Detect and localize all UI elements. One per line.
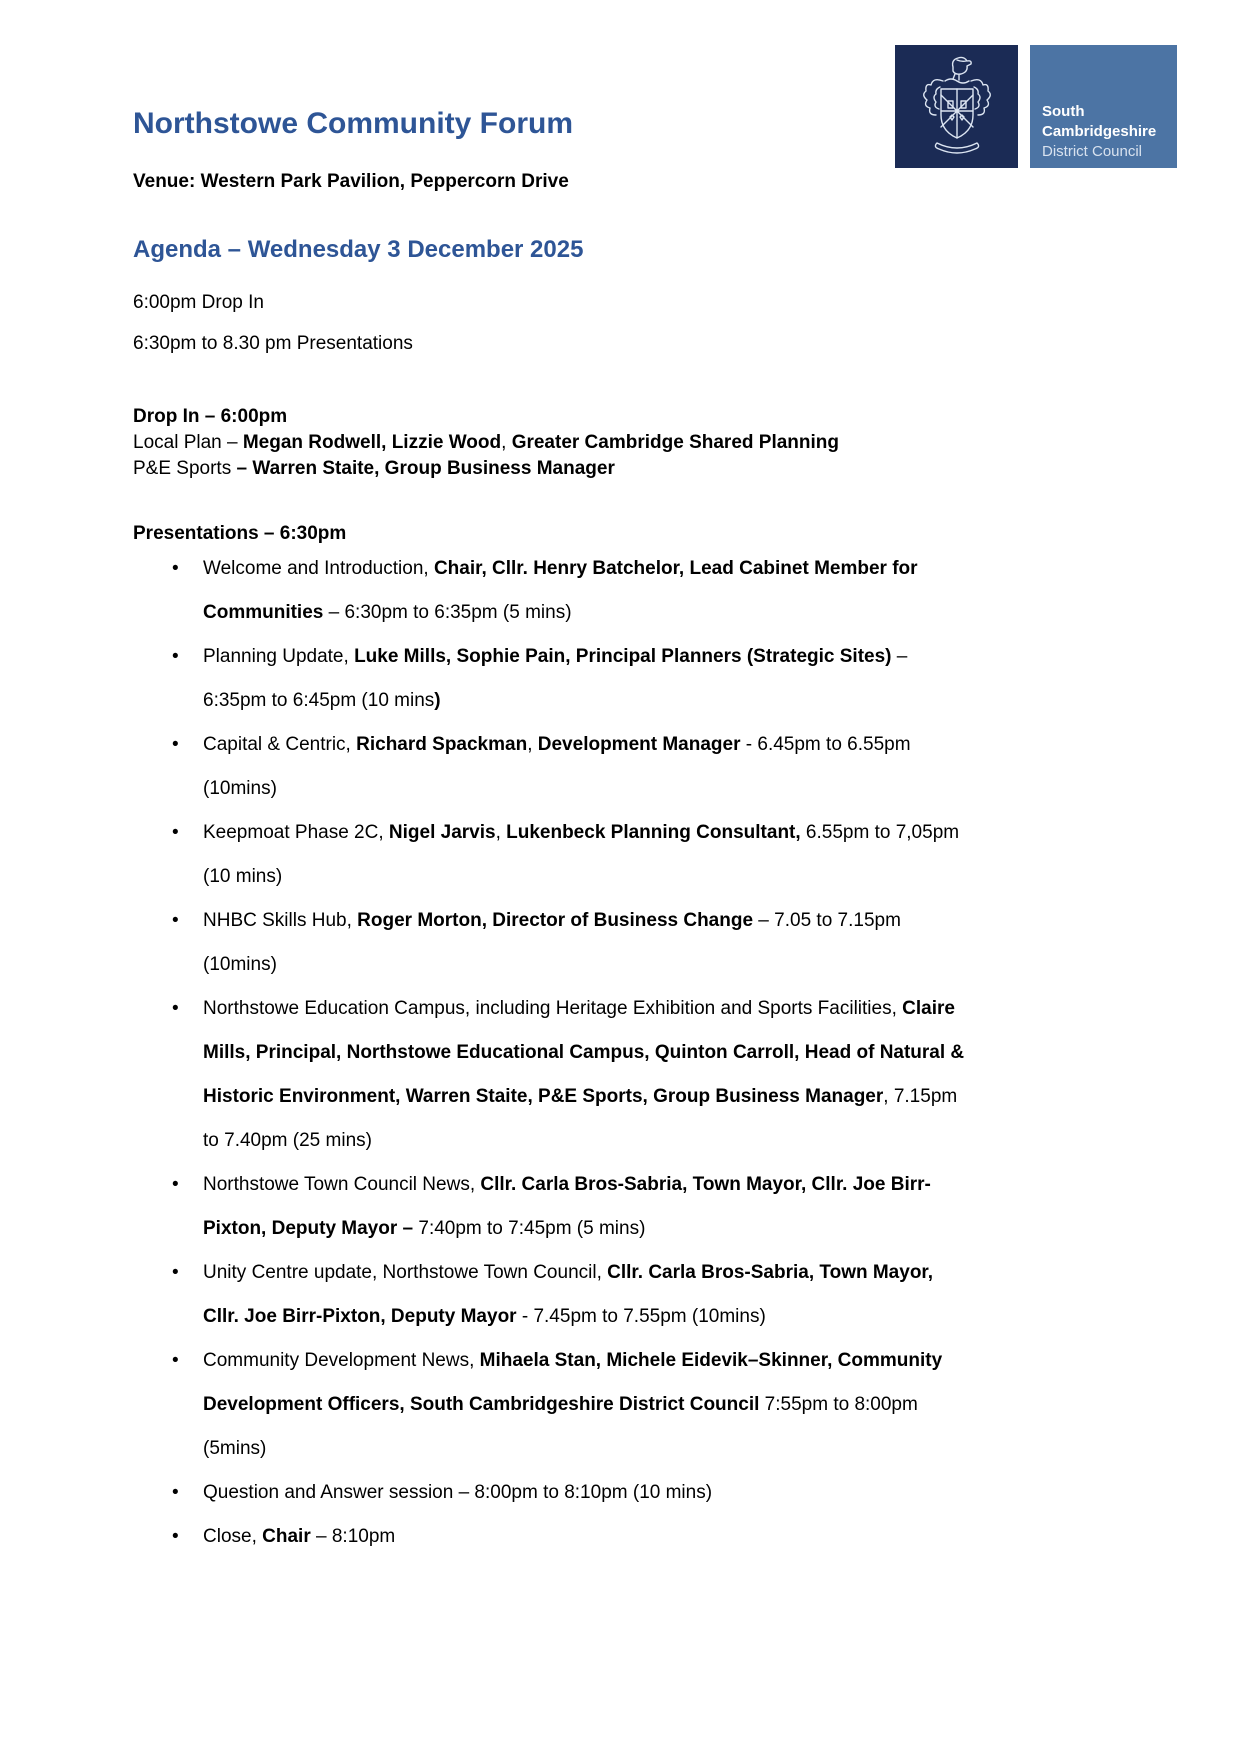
text-segment: – 8:10pm [310,1526,396,1547]
list-item [133,1515,973,1559]
dropin-line [133,456,973,482]
venue-line: Venue: Western Park Pavilion, Peppercorn Drive [133,171,569,192]
text-segment: Keepmoat Phase 2C, [203,822,389,843]
text-segment: – Warren Staite, Group Business Manager [236,458,615,479]
list-item [133,723,973,811]
text-segment: Community Development News, [203,1350,480,1371]
text-segment: Richard Spackman [356,734,528,755]
council-name-panel [1030,45,1177,168]
text-segment: Cllr. Carla Bros-Sabria, Town Mayor, Cllr. Joe Birr-Pixton, Deputy Mayor [203,1262,934,1327]
list-item [133,1251,973,1339]
text-segment: Welcome and Introduction, [203,558,434,579]
text-segment: Claire Mills, Principal, Northstowe Educational Campus, Quinton Carroll, Head of Natural & Historic Environment, Warren Staite, P&E Sports, Group Business Manager [203,998,965,1107]
text-segment: ) [434,690,441,711]
list-item [133,635,973,723]
text-segment: Close, [203,1526,263,1547]
text-segment: Luke Mills, Sophie Pain, Principal Planners (Strategic Sites) [354,646,892,667]
intro-times [133,291,973,356]
text-segment: Cllr. Carla Bros-Sabria, Town Mayor, Cllr. Joe Birr-Pixton, Deputy Mayor – [203,1174,931,1239]
text-segment: NHBC Skills Hub, [203,910,358,931]
text-segment: - 7.45pm to 7.55pm (10mins) [516,1306,766,1327]
council-name-line3: District Council [1042,143,1143,160]
agenda-list [133,547,973,1559]
text-segment: Northstowe Town Council News, [203,1174,481,1195]
text-segment: - 6.45pm to 6.55pm (10mins) [203,734,911,799]
text-segment: Roger Morton, Director of Business Change [357,910,754,931]
text-segment: , [495,822,507,843]
presentations-section-heading: Presentations – 6:30pm [133,523,347,544]
list-item [133,1163,973,1251]
dropin-lines [133,430,973,482]
text-segment: 7:40pm to 7:45pm (5 mins) [418,1218,646,1239]
list-item [133,1339,973,1471]
text-segment: Unity Centre update, Northstowe Town Council, [203,1262,608,1283]
council-name-line2: Cambridgeshire [1042,123,1157,140]
list-item [133,1471,973,1515]
text-segment: Greater Cambridge Shared Planning [511,432,839,453]
text-segment: – 7.05 to 7.15pm (10mins) [203,910,901,975]
text-segment: 6.55pm to 7,05pm (10 mins) [203,822,960,887]
agenda-heading: Agenda – Wednesday 3 December 2025 [133,236,584,263]
text-segment: P&E Sports [133,458,237,479]
text-segment: – 6:35pm to 6:45pm (10 mins [203,646,908,711]
text-segment: Development Manager [537,734,741,755]
list-item [133,987,973,1163]
text-segment: Megan Rodwell, Lizzie Wood [242,432,502,453]
text-segment: Nigel Jarvis [388,822,496,843]
text-segment: , [501,432,512,453]
intro-line-presentations: 6:30pm to 8.30 pm Presentations [133,333,413,354]
text-segment: Chair, Cllr. Henry Batchelor, Lead Cabinet Member for Communities [203,558,918,623]
text-segment: Mihaela Stan, Michele Eidevik–Skinner, Community Development Officers, South Cambridgeshire District Council [203,1350,943,1415]
intro-line-dropin: 6:00pm Drop In [133,292,264,313]
text-segment: Local Plan – [133,432,243,453]
list-item [133,811,973,899]
text-segment: – 6:30pm to 6:35pm (5 mins) [323,602,572,623]
text-segment: Lukenbeck Planning Consultant, [506,822,801,843]
page-title: Northstowe Community Forum [133,107,573,140]
council-name-line1: South [1042,103,1085,120]
text-segment: , [527,734,538,755]
list-item [133,547,973,635]
document-body [133,0,973,1559]
text-segment: Question and Answer session – 8:00pm to 8:10pm (10 mins) [203,1482,713,1503]
dropin-section-heading: Drop In – 6:00pm [133,406,288,427]
list-item [133,899,973,987]
text-segment: , 7.15pm to 7.40pm (25 mins) [203,1086,958,1151]
text-segment: 7:55pm to 8:00pm (5mins) [203,1394,918,1459]
text-segment: Chair [262,1526,311,1547]
dropin-line [133,430,973,456]
text-segment: Capital & Centric, [203,734,357,755]
text-segment: Northstowe Education Campus, including Heritage Exhibition and Sports Facilities, [203,998,903,1019]
text-segment: Planning Update, [203,646,355,667]
